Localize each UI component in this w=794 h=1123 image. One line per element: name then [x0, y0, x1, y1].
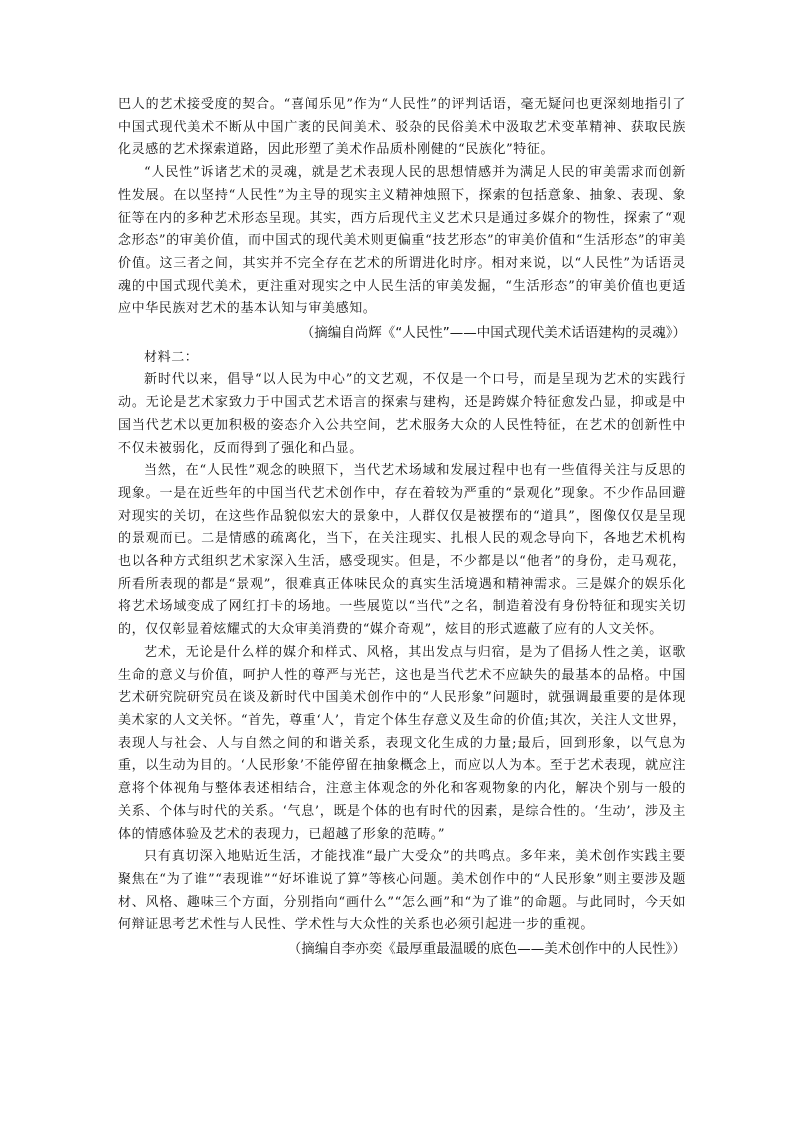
paragraph: 巴人的艺术接受度的契合。“喜闻乐见”作为“人民性”的评判话语，毫无疑问也更深刻地指引了中国式现代美术不断从中国广袤的民间美术、驳杂的民俗美术中汲取艺术变革精神、获取民族化灵感的艺术探索道路，因此形塑了美术作品质朴刚健的“民族化”特征。 [118, 97, 686, 158]
paragraph: 当然，在“人民性”观念的映照下，当代艺术场域和发展过程中也有一些值得关注与反思的现象。一是在近些年的中国当代艺术创作中，存在着较为严重的“景观化”现象。不少作品回避对现实的关切，在这些作品貌似宏大的景象中，人群仅仅是被摆布的“道具”，图像仅仅是呈现的景观而已。二是情感的疏离化，当下，在关注现实、扎根人民的观念导向下，各地艺术机构也以各种方式组织艺术家深入生活，感受现实。但是，不少都是以“他者”的身份，走马观花，所看所表现的都是“景观”，很难真正体味民众的真实生活境遇和精神需求。三是媒介的娱乐化将艺术场域变成了网红打卡的场地。一些展览以“当代”之名，制造着没有身份特征和现实关切的，仅仅彰显着炫耀式的大众审美消费的“媒介奇观”，炫目的形式遮蔽了应有的人文关怀。 [118, 463, 686, 638]
material-heading: 材料二： [144, 349, 199, 365]
paragraph: 艺术，无论是什么样的媒介和样式、风格，其出发点与归宿，是为了倡扬人性之美，讴歌生命的意义与价值，呵护人性的尊严与光芒，这也是当代艺术不应缺失的最基本的品格。中国艺术研究院研究员在谈及新时代中国美术创作中的“人民形象”问题时，就强调最重要的是体现美术家的人文关怀。“首先，尊重‘人’，肯定个体生存意义及生命的价值;其次，关注人文世界，表现人与社会、人与自然之间的和谐关系，表现文化生成的力量;最后，回到形象，以气息为重，以生动为目的。‘人民形象’不能停留在抽象概念上，而应以人为本。至于艺术表现，就应注意将个体视角与整体表述相结合，注意主体观念的外化和客观物象的内化，解决个别与一般的关系、个体与时代的关系。‘气息’，既是个体的也有时代的因素，是综合性的。‘生动’，涉及主体的情感体验及艺术的表现力，已超越了形象的范畴。” [118, 644, 686, 842]
paragraph: 只有真切深入地贴近生活，才能找准“最广大受众”的共鸣点。多年来，美术创作实践主要聚焦在“为了谁”“表现谁”“好坏谁说了算”等核心问题。美术创作中的“人民形象”则主要涉及题材、风格、趣味三个方面，分别指向“画什么”“怎么画”和“为了谁”的命题。与此同时，今天如何辩证思考艺术性与人民性、学术性与大众性的关系也必须引起进一步的重视。 [118, 849, 686, 933]
article-body [118, 94, 686, 963]
paragraph: 新时代以来，倡导“以人民为中心”的文艺观，不仅是一个口号，而是呈现为艺术的实践行动。无论是艺术家致力于中国式艺术语言的探索与建构，还是跨媒介特征愈发凸显，抑或是中国当代艺术以更加积极的姿态介入公共空间，艺术服务大众的人民性特征，在艺术的创新性中不仅未被弱化，反而得到了强化和凸显。 [118, 372, 686, 456]
source-citation: （摘编自尚辉《“人民性”——中国式现代美术话语建构的灵魂》） [300, 325, 686, 342]
source-citation: （摘编自李亦奕《最厚重最温暖的底色——美术创作中的人民性》） [287, 941, 686, 958]
paragraph: “人民性”诉诸艺术的灵魂，就是艺术表现人民的思想情感并为满足人民的审美需求而创新性发展。在以坚持“人民性”为主导的现实主义精神烛照下，探索的包括意象、抽象、表现、象征等在内的多种艺术形态呈现。其实，西方后现代主义艺术只是通过多媒介的物性，探索了“观念形态”的审美价值，而中国式的现代美术则更偏重“技艺形态”的审美价值和“生活形态”的审美价值。这三者之间，其实并不完全存在艺术的所谓进化时序。相对来说，以“人民性”为话语灵魂的中国式现代美术，更注重对现实之中人民生活的审美发掘，“生活形态”的审美价值也更适应中华民族对艺术的基本认知与审美感知。 [118, 165, 686, 317]
